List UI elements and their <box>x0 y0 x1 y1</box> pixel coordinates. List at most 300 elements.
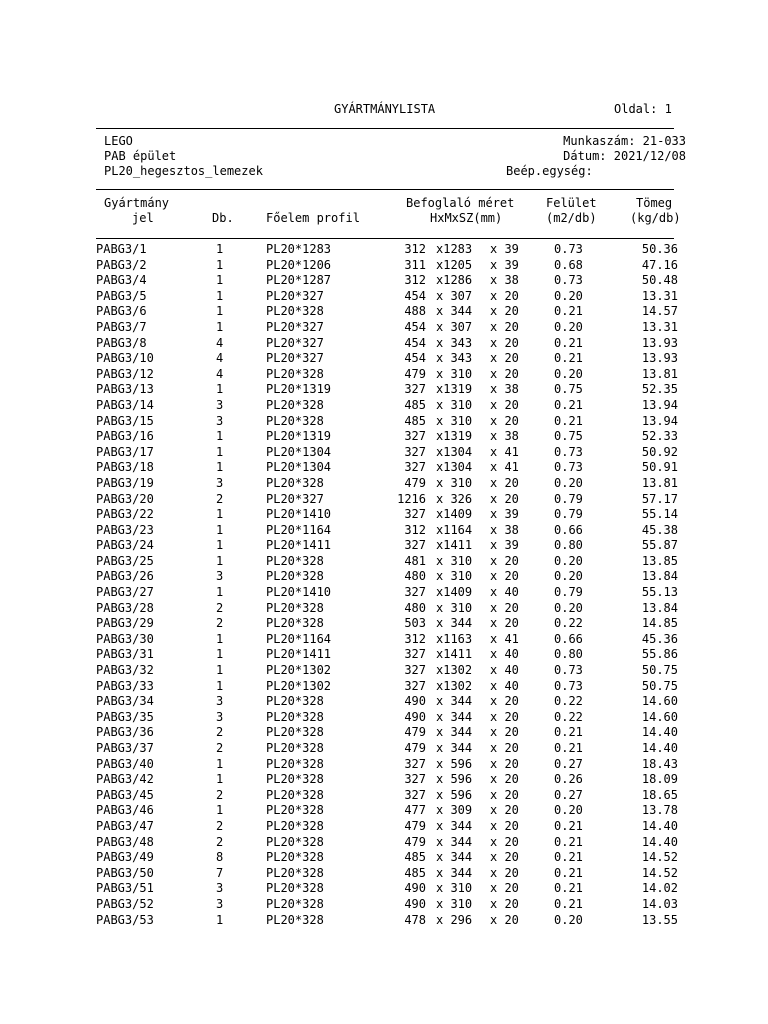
table-row <box>0 304 768 320</box>
cell-id: PABG3/5 <box>96 288 147 303</box>
cell-dim-h: 312 <box>404 242 426 256</box>
cell-dim-sz: x 20 <box>490 834 519 849</box>
cell-surface: 0.21 <box>554 850 583 865</box>
cell-mass: 18.65 <box>641 787 678 802</box>
cell-dim-sz: x 20 <box>490 335 519 350</box>
cell-surface: 0.79 <box>554 507 583 522</box>
cell-surface: 0.75 <box>554 382 583 397</box>
cell-dim-m: x 310 <box>436 413 473 428</box>
cell-dim-h: 490 <box>404 694 426 709</box>
table-row <box>0 710 768 726</box>
cell-qty: 1 <box>216 912 224 927</box>
cell-mass: 13.81 <box>641 366 678 381</box>
cell-dim-h: 478 <box>404 912 426 927</box>
cell-qty: 1 <box>216 647 224 662</box>
cell-mass: 14.40 <box>641 818 678 833</box>
cell-surface: 0.27 <box>554 787 583 802</box>
cell-qty: 2 <box>216 725 224 740</box>
cell-mass: 18.43 <box>641 756 678 771</box>
cell-dim-m: x 344 <box>436 616 473 631</box>
cell-dim-sz: x 38 <box>490 382 519 397</box>
cell-mass: 13.81 <box>641 475 678 490</box>
cell-surface: 0.21 <box>554 304 583 319</box>
cell-profile: PL20*1283 <box>266 242 332 256</box>
cell-profile: PL20*328 <box>266 553 324 568</box>
table-row <box>0 897 768 913</box>
cell-mass: 55.87 <box>641 538 678 553</box>
table-row <box>0 476 768 492</box>
cell-dim-h: 454 <box>404 351 426 366</box>
cell-qty: 1 <box>216 585 224 600</box>
cell-dim-sz: x 39 <box>490 257 519 272</box>
table-row <box>0 460 768 476</box>
cell-id: PABG3/14 <box>96 397 154 412</box>
cell-dim-m: x 344 <box>436 865 473 880</box>
cell-surface: 0.21 <box>554 818 583 833</box>
cell-profile: PL20*328 <box>266 741 324 755</box>
cell-profile: PL20*327 <box>266 491 324 506</box>
cell-mass: 13.84 <box>641 600 678 615</box>
cell-surface: 0.79 <box>554 491 583 506</box>
cell-dim-sz: x 20 <box>490 304 519 319</box>
cell-surface: 0.20 <box>554 600 583 615</box>
cell-profile: PL20*327 <box>266 288 324 303</box>
cell-dim-h: 312 <box>404 631 426 646</box>
cell-profile: PL20*1411 <box>266 538 332 553</box>
cell-profile: PL20*1302 <box>266 663 332 678</box>
cell-dim-sz: x 20 <box>490 600 519 615</box>
cell-dim-h: 485 <box>404 413 426 428</box>
cell-dim-m: x 344 <box>436 834 473 849</box>
cell-dim-h: 312 <box>404 273 426 288</box>
table-row <box>0 850 768 866</box>
cell-dim-h: 327 <box>404 772 426 787</box>
cell-qty: 1 <box>216 444 224 459</box>
cell-mass: 14.52 <box>641 865 678 880</box>
cell-mass: 50.91 <box>641 460 678 475</box>
cell-dim-m: x1163 <box>436 631 473 646</box>
cell-dim-h: 480 <box>404 569 426 584</box>
cell-id: PABG3/23 <box>96 522 154 537</box>
cell-profile: PL20*328 <box>266 834 324 849</box>
cell-profile: PL20*1410 <box>266 585 332 600</box>
table-row <box>0 367 768 383</box>
cell-id: PABG3/33 <box>96 678 154 693</box>
cell-id: PABG3/20 <box>96 491 154 506</box>
cell-id: PABG3/18 <box>96 460 154 475</box>
table-row <box>0 382 768 398</box>
cell-surface: 0.21 <box>554 335 583 350</box>
cell-profile: PL20*328 <box>266 366 324 381</box>
cell-surface: 0.66 <box>554 631 583 646</box>
table-row <box>0 445 768 461</box>
cell-dim-sz: x 40 <box>490 647 519 662</box>
table-row <box>0 803 768 819</box>
cell-dim-sz: x 40 <box>490 678 519 693</box>
cell-dim-h: 312 <box>404 522 426 537</box>
cell-id: PABG3/29 <box>96 616 154 631</box>
cell-id: PABG3/32 <box>96 663 154 678</box>
cell-profile: PL20*328 <box>266 803 324 818</box>
cell-surface: 0.20 <box>554 366 583 381</box>
cell-surface: 0.22 <box>554 709 583 724</box>
cell-dim-sz: x 20 <box>490 803 519 818</box>
cell-dim-m: x 596 <box>436 772 473 787</box>
cell-surface: 0.73 <box>554 460 583 475</box>
cell-profile: PL20*327 <box>266 319 324 334</box>
cell-dim-sz: x 20 <box>490 850 519 865</box>
cell-dim-h: 311 <box>404 257 426 272</box>
cell-id: PABG3/50 <box>96 865 154 880</box>
table-row <box>0 569 768 585</box>
cell-dim-m: x1319 <box>436 429 473 444</box>
cell-dim-m: x 344 <box>436 741 473 755</box>
cell-id: PABG3/6 <box>96 304 147 319</box>
cell-dim-h: 327 <box>404 538 426 553</box>
cell-dim-m: x1411 <box>436 647 473 662</box>
cell-profile: PL20*328 <box>266 865 324 880</box>
cell-surface: 0.21 <box>554 397 583 412</box>
cell-profile: PL20*328 <box>266 413 324 428</box>
cell-dim-sz: x 20 <box>490 709 519 724</box>
cell-qty: 4 <box>216 335 224 350</box>
cell-id: PABG3/10 <box>96 351 154 366</box>
cell-qty: 3 <box>216 569 224 584</box>
cell-dim-m: x 344 <box>436 850 473 865</box>
cell-profile: PL20*1164 <box>266 631 332 646</box>
cell-surface: 0.20 <box>554 553 583 568</box>
cell-id: PABG3/42 <box>96 772 154 787</box>
cell-id: PABG3/7 <box>96 319 147 334</box>
cell-id: PABG3/47 <box>96 818 154 833</box>
cell-id: PABG3/45 <box>96 787 154 802</box>
cell-surface: 0.21 <box>554 351 583 366</box>
cell-dim-m: x1411 <box>436 538 473 553</box>
cell-dim-h: 479 <box>404 818 426 833</box>
cell-dim-h: 327 <box>404 460 426 475</box>
cell-profile: PL20*328 <box>266 304 324 319</box>
table-row <box>0 741 768 757</box>
cell-dim-sz: x 20 <box>490 319 519 334</box>
cell-mass: 14.02 <box>641 881 678 896</box>
document-date: Dátum: 2021/12/08 <box>563 149 686 163</box>
cell-profile: PL20*328 <box>266 881 324 896</box>
cell-dim-h: 1216 <box>397 491 426 506</box>
cell-id: PABG3/26 <box>96 569 154 584</box>
cell-dim-sz: x 20 <box>490 616 519 631</box>
cell-surface: 0.20 <box>554 288 583 303</box>
cell-profile: PL20*328 <box>266 896 324 911</box>
cell-qty: 7 <box>216 865 224 880</box>
cell-dim-m: x 326 <box>436 491 473 506</box>
cell-dim-h: 490 <box>404 881 426 896</box>
cell-surface: 0.73 <box>554 663 583 678</box>
cell-surface: 0.73 <box>554 242 583 256</box>
cell-dim-m: x 310 <box>436 553 473 568</box>
cell-qty: 2 <box>216 834 224 849</box>
cell-qty: 3 <box>216 881 224 896</box>
cell-surface: 0.73 <box>554 678 583 693</box>
cell-dim-sz: x 20 <box>490 694 519 709</box>
cell-qty: 1 <box>216 756 224 771</box>
cell-dim-h: 479 <box>404 475 426 490</box>
cell-dim-m: x 344 <box>436 304 473 319</box>
cell-id: PABG3/8 <box>96 335 147 350</box>
cell-mass: 52.35 <box>641 382 678 397</box>
cell-mass: 14.57 <box>641 304 678 319</box>
cell-dim-m: x1205 <box>436 257 473 272</box>
header-rule-top <box>96 128 674 129</box>
cell-id: PABG3/46 <box>96 803 154 818</box>
cell-qty: 1 <box>216 538 224 553</box>
cell-profile: PL20*1411 <box>266 647 332 662</box>
cell-mass: 13.55 <box>641 912 678 927</box>
cell-id: PABG3/16 <box>96 429 154 444</box>
project-name: PAB épület <box>104 149 177 163</box>
cell-mass: 14.60 <box>641 709 678 724</box>
cell-id: PABG3/22 <box>96 507 154 522</box>
table-row <box>0 725 768 741</box>
table-row <box>0 585 768 601</box>
cell-dim-m: x 310 <box>436 475 473 490</box>
cell-id: PABG3/2 <box>96 257 147 272</box>
cell-qty: 4 <box>216 351 224 366</box>
cell-id: PABG3/30 <box>96 631 154 646</box>
cell-id: PABG3/52 <box>96 896 154 911</box>
cell-dim-m: x 343 <box>436 351 473 366</box>
cell-id: PABG3/17 <box>96 444 154 459</box>
col-header-dims-sub: HxMxSZ(mm) <box>430 211 503 225</box>
cell-dim-h: 485 <box>404 865 426 880</box>
cell-id: PABG3/13 <box>96 382 154 397</box>
cell-profile: PL20*328 <box>266 818 324 833</box>
table-row <box>0 320 768 336</box>
cell-profile: PL20*328 <box>266 850 324 865</box>
cell-mass: 55.13 <box>641 585 678 600</box>
cell-dim-h: 327 <box>404 756 426 771</box>
cell-dim-sz: x 20 <box>490 896 519 911</box>
cell-dim-h: 327 <box>404 678 426 693</box>
cell-dim-sz: x 40 <box>490 663 519 678</box>
cell-mass: 14.52 <box>641 850 678 865</box>
cell-dim-h: 327 <box>404 647 426 662</box>
cell-dim-h: 485 <box>404 850 426 865</box>
cell-qty: 3 <box>216 709 224 724</box>
install-unit: Beép.egység: <box>506 164 593 178</box>
cell-surface: 0.20 <box>554 912 583 927</box>
cell-dim-sz: x 20 <box>490 366 519 381</box>
cell-qty: 3 <box>216 694 224 709</box>
table-row <box>0 913 768 929</box>
cell-qty: 2 <box>216 491 224 506</box>
cell-dim-m: x 344 <box>436 818 473 833</box>
cell-dim-h: 327 <box>404 585 426 600</box>
cell-dim-h: 327 <box>404 507 426 522</box>
table-row <box>0 336 768 352</box>
cell-profile: PL20*328 <box>266 709 324 724</box>
cell-dim-h: 490 <box>404 896 426 911</box>
cell-dim-m: x1409 <box>436 585 473 600</box>
cell-dim-sz: x 38 <box>490 429 519 444</box>
cell-mass: 13.93 <box>641 335 678 350</box>
cell-dim-m: x1304 <box>436 460 473 475</box>
cell-qty: 4 <box>216 366 224 381</box>
table-row <box>0 351 768 367</box>
cell-dim-h: 479 <box>404 741 426 755</box>
cell-mass: 13.78 <box>641 803 678 818</box>
cell-mass: 13.31 <box>641 288 678 303</box>
parts-table <box>0 242 768 928</box>
cell-dim-m: x 307 <box>436 319 473 334</box>
table-row <box>0 289 768 305</box>
cell-id: PABG3/48 <box>96 834 154 849</box>
cell-dim-m: x 310 <box>436 569 473 584</box>
cell-profile: PL20*328 <box>266 397 324 412</box>
cell-mass: 14.03 <box>641 896 678 911</box>
cell-dim-h: 454 <box>404 335 426 350</box>
cell-dim-sz: x 40 <box>490 585 519 600</box>
cell-mass: 13.94 <box>641 397 678 412</box>
cell-dim-h: 454 <box>404 288 426 303</box>
cell-dim-sz: x 38 <box>490 273 519 288</box>
col-header-surface-sub: (m2/db) <box>546 211 597 225</box>
list-name: PL20_hegesztos_lemezek <box>104 164 263 178</box>
cell-dim-h: 477 <box>404 803 426 818</box>
header-rule-middle <box>96 189 674 190</box>
table-row <box>0 523 768 539</box>
cell-dim-sz: x 39 <box>490 507 519 522</box>
cell-dim-m: x 310 <box>436 397 473 412</box>
table-row <box>0 647 768 663</box>
cell-profile: PL20*328 <box>266 600 324 615</box>
cell-profile: PL20*1164 <box>266 522 332 537</box>
table-row <box>0 881 768 897</box>
cell-mass: 13.84 <box>641 569 678 584</box>
cell-id: PABG3/19 <box>96 475 154 490</box>
col-header-surface: Felület <box>546 196 597 210</box>
cell-dim-m: x 296 <box>436 912 473 927</box>
cell-id: PABG3/24 <box>96 538 154 553</box>
cell-dim-sz: x 20 <box>490 787 519 802</box>
cell-dim-sz: x 38 <box>490 522 519 537</box>
cell-surface: 0.20 <box>554 475 583 490</box>
cell-mass: 47.16 <box>641 257 678 272</box>
cell-dim-m: x 596 <box>436 787 473 802</box>
cell-profile: PL20*328 <box>266 694 324 709</box>
cell-surface: 0.26 <box>554 772 583 787</box>
cell-id: PABG3/15 <box>96 413 154 428</box>
cell-dim-m: x 343 <box>436 335 473 350</box>
cell-qty: 1 <box>216 460 224 475</box>
cell-id: PABG3/12 <box>96 366 154 381</box>
cell-dim-sz: x 39 <box>490 242 519 256</box>
cell-dim-m: x 344 <box>436 709 473 724</box>
cell-surface: 0.80 <box>554 647 583 662</box>
cell-dim-sz: x 20 <box>490 881 519 896</box>
cell-mass: 45.36 <box>641 631 678 646</box>
cell-dim-m: x 307 <box>436 288 473 303</box>
cell-dim-m: x 596 <box>436 756 473 771</box>
cell-dim-sz: x 20 <box>490 475 519 490</box>
cell-surface: 0.22 <box>554 694 583 709</box>
cell-id: PABG3/31 <box>96 647 154 662</box>
col-header-id: Gyártmány <box>104 196 170 210</box>
cell-mass: 50.36 <box>641 242 678 256</box>
cell-dim-h: 327 <box>404 429 426 444</box>
cell-mass: 50.48 <box>641 273 678 288</box>
job-number: Munkaszám: 21-033 <box>563 134 686 148</box>
cell-dim-h: 488 <box>404 304 426 319</box>
table-row <box>0 258 768 274</box>
cell-surface: 0.20 <box>554 803 583 818</box>
table-row <box>0 429 768 445</box>
cell-dim-sz: x 20 <box>490 865 519 880</box>
client-name: LEGO <box>104 134 133 148</box>
cell-dim-m: x1164 <box>436 522 473 537</box>
cell-dim-sz: x 20 <box>490 725 519 740</box>
cell-qty: 1 <box>216 257 224 272</box>
cell-dim-sz: x 39 <box>490 538 519 553</box>
cell-dim-m: x1302 <box>436 678 473 693</box>
cell-surface: 0.21 <box>554 741 583 755</box>
cell-qty: 3 <box>216 475 224 490</box>
cell-mass: 50.75 <box>641 678 678 693</box>
cell-dim-sz: x 20 <box>490 397 519 412</box>
cell-dim-sz: x 20 <box>490 491 519 506</box>
cell-id: PABG3/36 <box>96 725 154 740</box>
cell-dim-m: x 310 <box>436 881 473 896</box>
cell-qty: 8 <box>216 850 224 865</box>
cell-surface: 0.80 <box>554 538 583 553</box>
cell-profile: PL20*328 <box>266 569 324 584</box>
cell-profile: PL20*328 <box>266 787 324 802</box>
cell-id: PABG3/27 <box>96 585 154 600</box>
table-row <box>0 819 768 835</box>
cell-qty: 1 <box>216 242 224 256</box>
cell-surface: 0.79 <box>554 585 583 600</box>
col-header-mass-sub: (kg/db) <box>630 211 681 225</box>
cell-id: PABG3/25 <box>96 553 154 568</box>
table-row <box>0 554 768 570</box>
cell-dim-m: x1319 <box>436 382 473 397</box>
cell-surface: 0.73 <box>554 273 583 288</box>
cell-profile: PL20*328 <box>266 912 324 927</box>
table-row <box>0 616 768 632</box>
cell-dim-sz: x 20 <box>490 756 519 771</box>
cell-mass: 50.92 <box>641 444 678 459</box>
cell-mass: 14.40 <box>641 741 678 755</box>
cell-id: PABG3/49 <box>96 850 154 865</box>
cell-dim-h: 490 <box>404 709 426 724</box>
cell-profile: PL20*1304 <box>266 444 332 459</box>
cell-id: PABG3/40 <box>96 756 154 771</box>
cell-qty: 1 <box>216 663 224 678</box>
cell-mass: 50.75 <box>641 663 678 678</box>
cell-dim-sz: x 41 <box>490 631 519 646</box>
cell-dim-sz: x 20 <box>490 553 519 568</box>
cell-profile: PL20*328 <box>266 475 324 490</box>
table-row <box>0 679 768 695</box>
document-title: GYÁRTMÁNYLISTA <box>334 102 436 116</box>
cell-dim-h: 479 <box>404 725 426 740</box>
cell-mass: 55.14 <box>641 507 678 522</box>
cell-dim-h: 479 <box>404 834 426 849</box>
table-row <box>0 835 768 851</box>
cell-profile: PL20*1319 <box>266 429 332 444</box>
cell-profile: PL20*328 <box>266 725 324 740</box>
cell-qty: 3 <box>216 896 224 911</box>
cell-qty: 1 <box>216 631 224 646</box>
